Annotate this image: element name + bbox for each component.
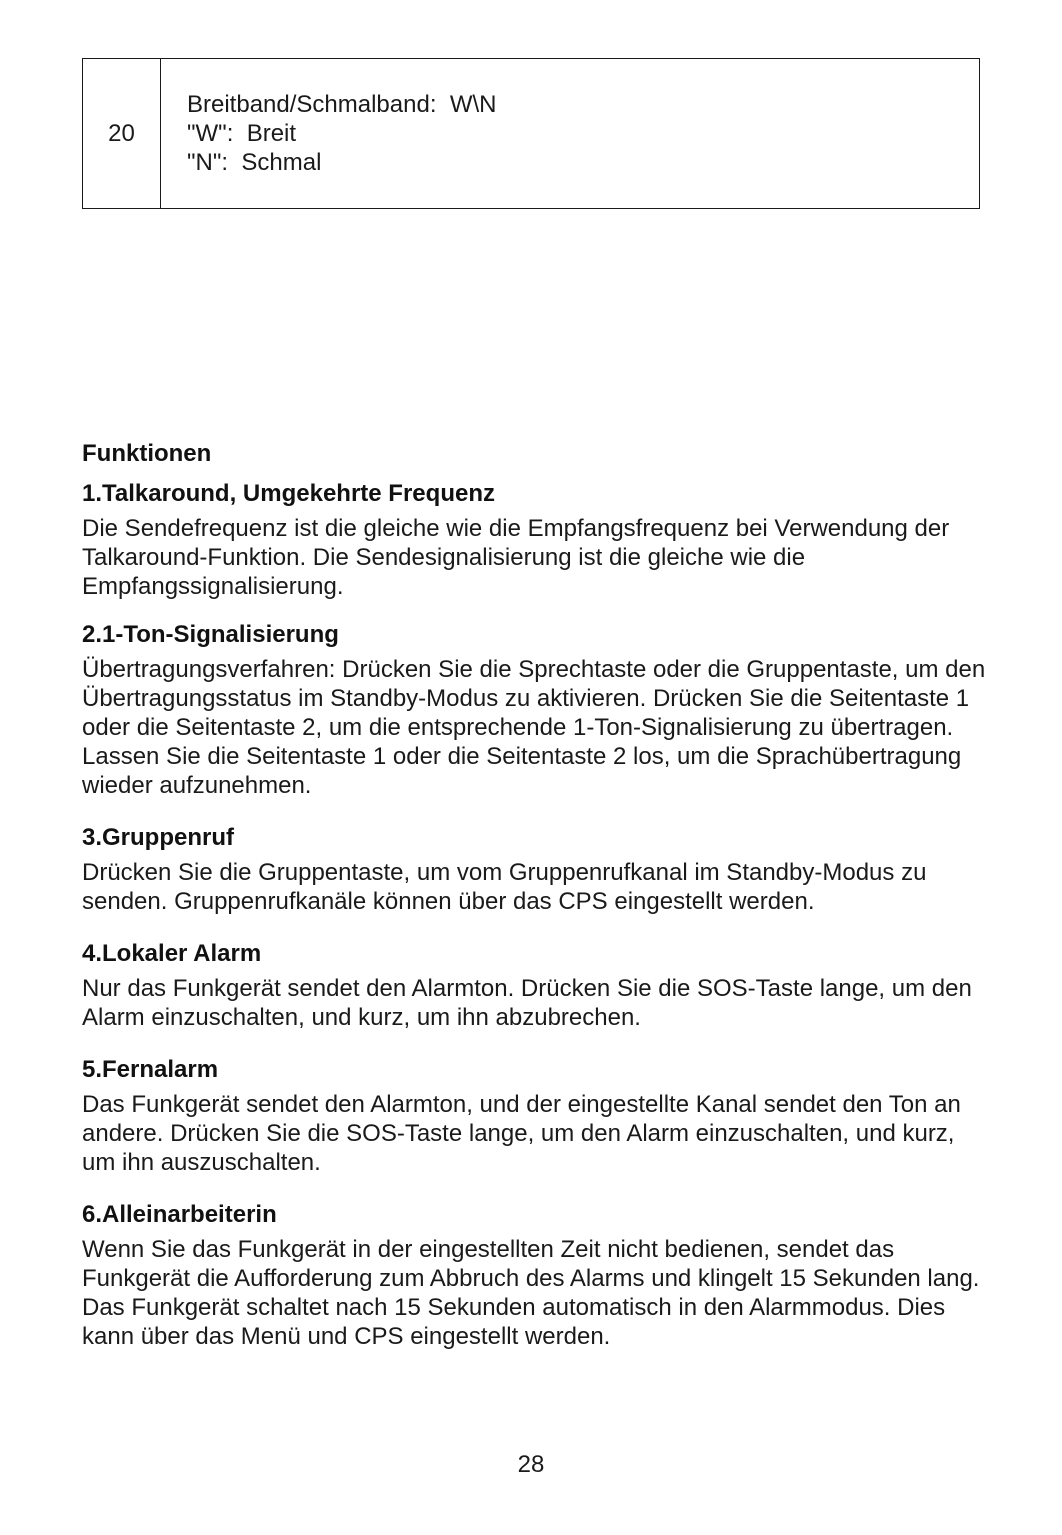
description-line: "W": Breit [187, 120, 297, 147]
section-gruppenruf [82, 822, 992, 916]
table-row [83, 59, 980, 209]
description-line: "N": Schmal [187, 149, 322, 176]
section-title: 1.Talkaround, Umgekehrte Frequenz [82, 480, 495, 507]
page-number: 28 [517, 1451, 545, 1478]
section-title: 5.Fernalarm [82, 1056, 219, 1083]
section-lokaler-alarm [82, 938, 992, 1032]
page-heading: Funktionen [82, 440, 212, 467]
section-1-ton [82, 619, 992, 800]
table-cell-number: 20 [83, 59, 161, 209]
table-cell-description [161, 59, 980, 209]
section-talkaround [82, 478, 992, 601]
section-body: Die Sendefrequenz ist die gleiche wie die Empfangsfrequenz bei Verwendung der Talkaround-Funktion. Die Sendesignalisierung ist die gleiche wie die Empfangssignalisierung. [82, 515, 950, 600]
section-body: Nur das Funkgerät sendet den Alarmton. Drücken Sie die SOS-Taste lange, um den Alarm einzuschalten, und kurz, um ihn abzubrechen. [82, 975, 972, 1031]
section-body: Wenn Sie das Funkgerät in der eingestellten Zeit nicht bedienen, sendet das Funkgerät die Aufforderung zum Abbruch des Alarms und klingelt 15 Sekunden lang. Das Funkgerät schaltet nach 15 Sekunden automatisch in den Alarmmodus. Dies kann über das Menü und CPS eingestellt werden. [82, 1236, 980, 1350]
description-line: Breitband/Schmalband: W\N [187, 91, 497, 118]
section-alleinarbeiterin [82, 1199, 992, 1351]
section-title: 4.Lokaler Alarm [82, 940, 262, 967]
section-title: 2.1-Ton-Signalisierung [82, 621, 339, 648]
functions-content [82, 438, 992, 1351]
section-fernalarm [82, 1054, 992, 1177]
spec-table [82, 58, 980, 209]
section-body: Das Funkgerät sendet den Alarmton, und der eingestellte Kanal sendet den Ton an andere. Drücken Sie die SOS-Taste lange, um den Alarm einzuschalten, und kurz, um ihn auszuschalten. [82, 1091, 961, 1176]
section-title: 3.Gruppenruf [82, 824, 235, 851]
section-title: 6.Alleinarbeiterin [82, 1201, 277, 1228]
section-body: Drücken Sie die Gruppentaste, um vom Gruppenrufkanal im Standby-Modus zu senden. Gruppenrufkanäle können über das CPS eingestellt werden. [82, 859, 927, 915]
section-body: Übertragungsverfahren: Drücken Sie die Sprechtaste oder die Gruppentaste, um den Übertragungsstatus im Standby-Modus zu aktivieren. Drücken Sie die Seitentaste 1 oder die Seitentaste 2, um die entsprechende 1-Ton-Signalisierung zu übertragen. Lassen Sie die Seitentaste 1 oder die Seitentaste 2 los, um die Sprachübertragung wieder aufzunehmen. [82, 656, 986, 799]
